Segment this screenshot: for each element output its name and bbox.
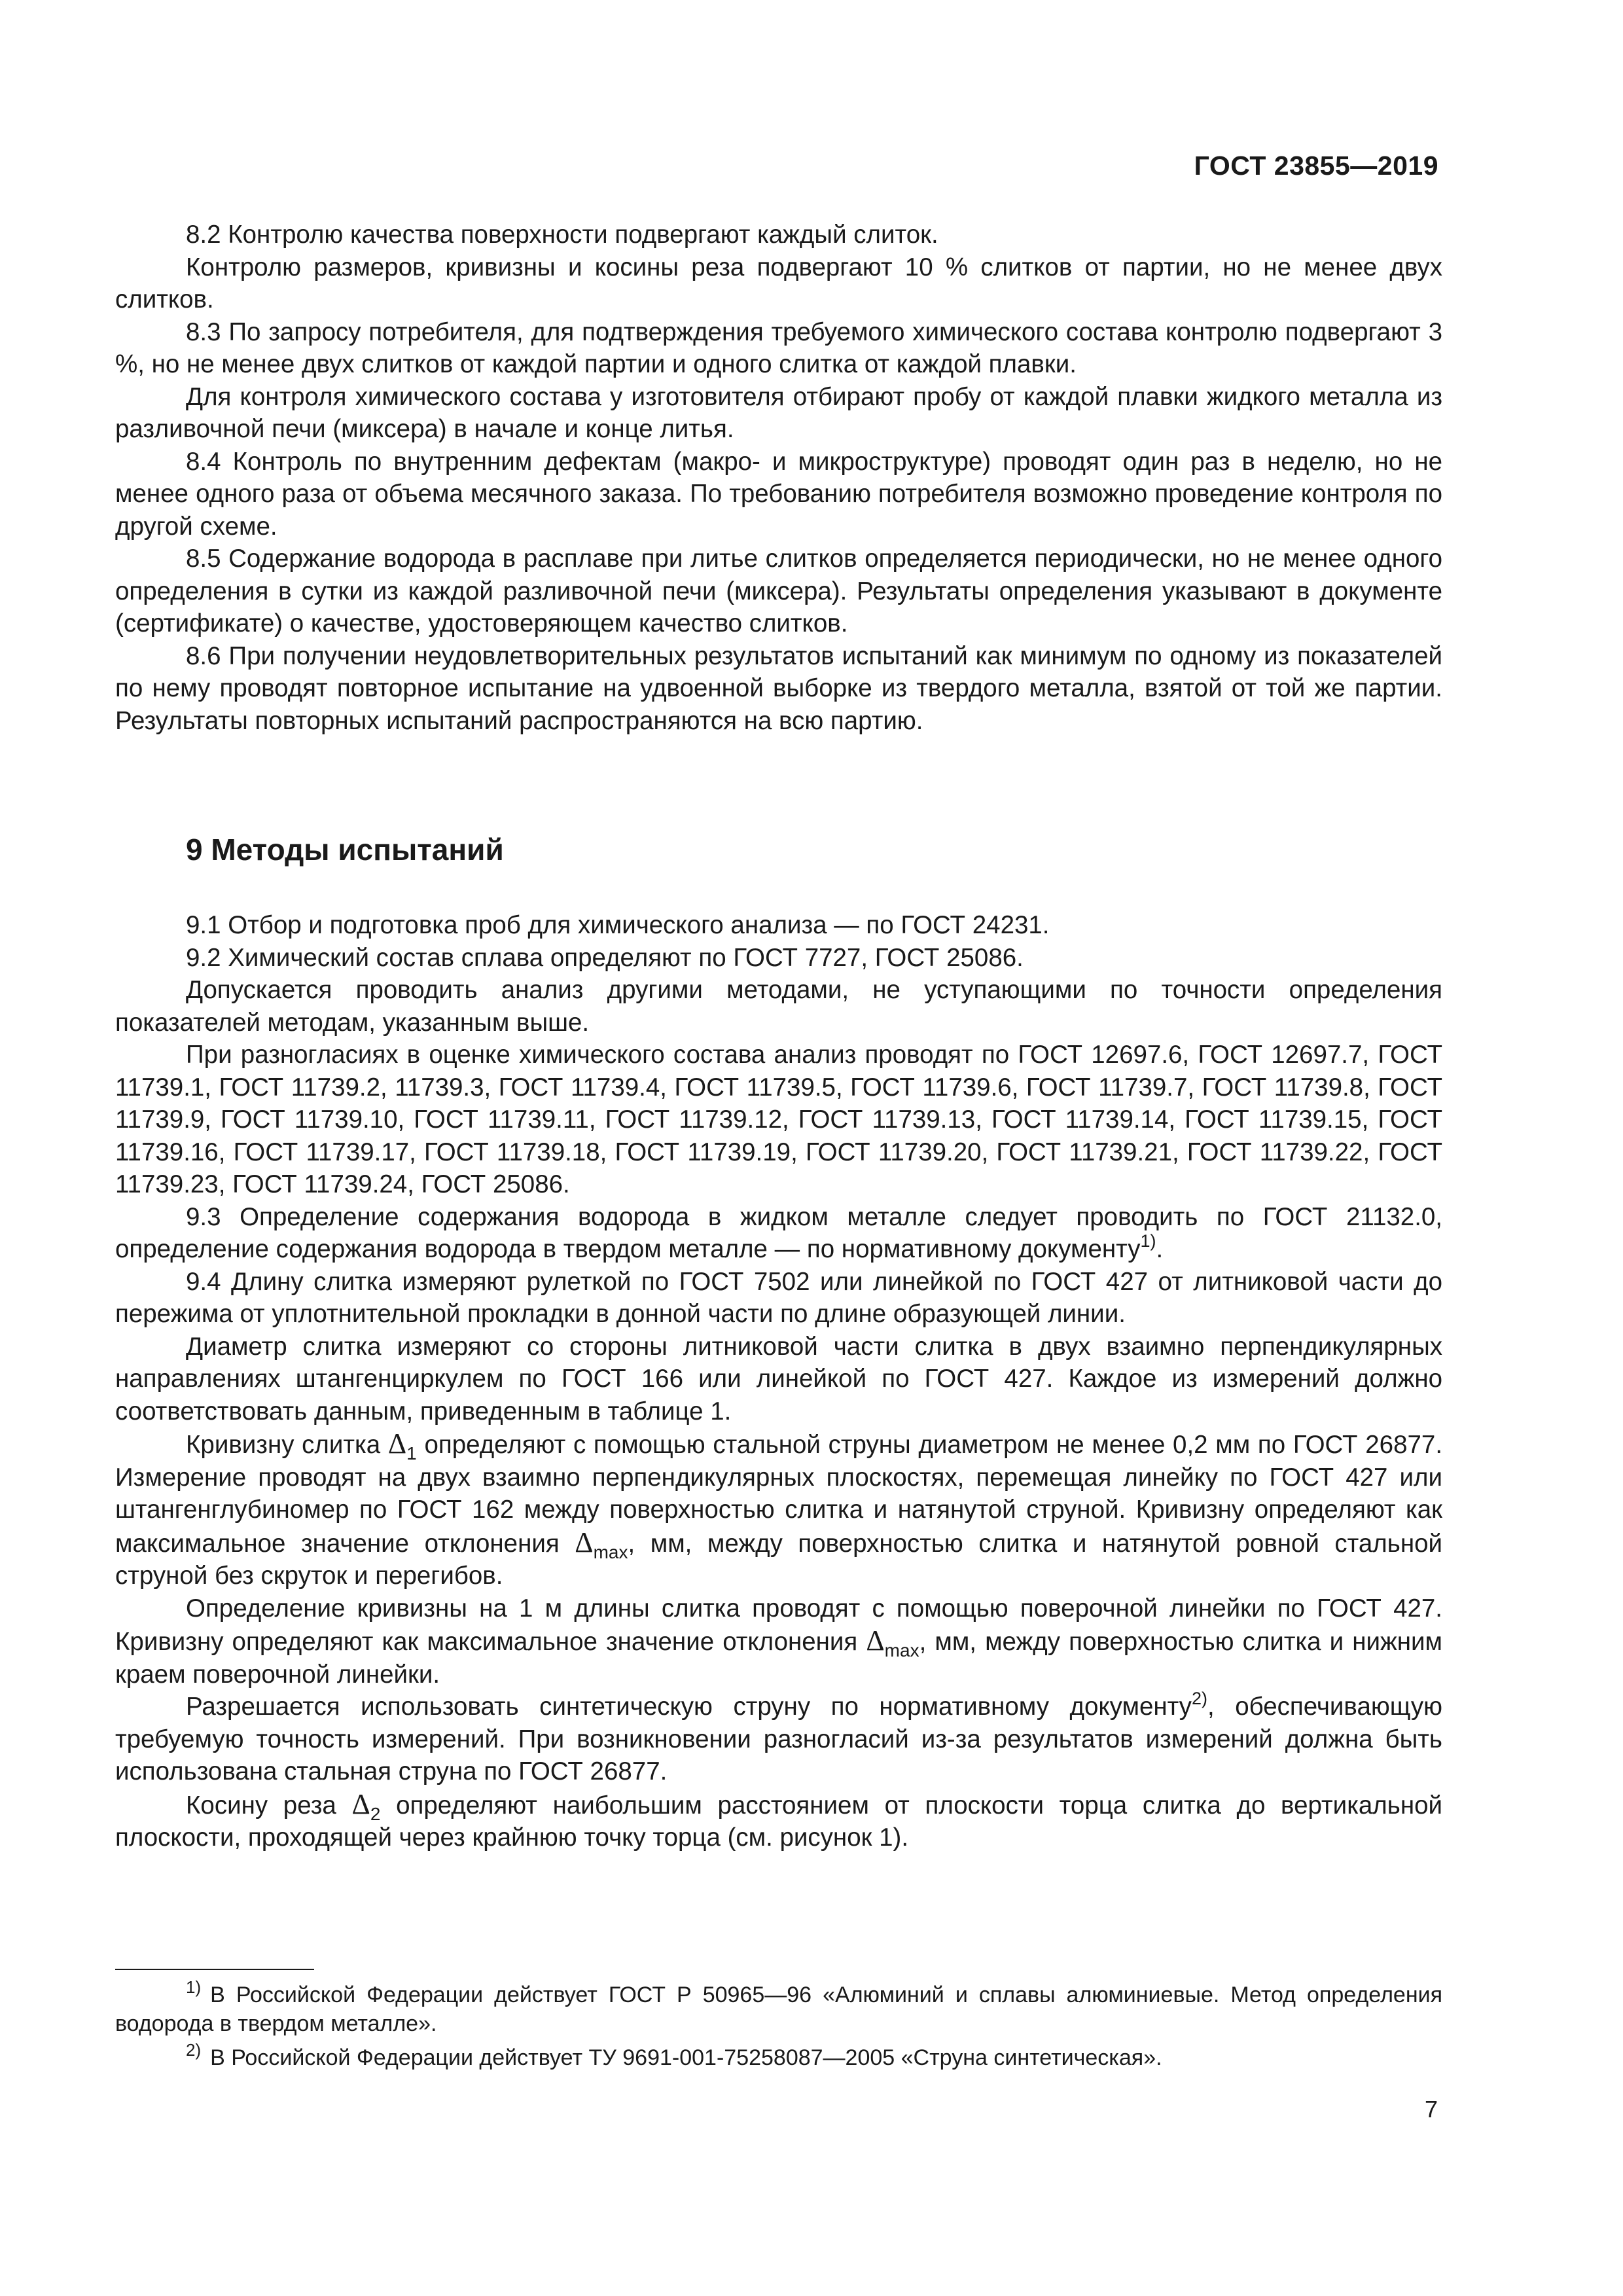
per-meter-text-start: Определение кривизны на 1 м длины слитка проводят с помощью поверочной линейки по ГОСТ 427. Кривизну определяют как максимальное значение отклонения [115,1594,1442,1656]
curvature-text-end: , мм, между поверхностью слитка и натянутой ровной стальной струной без скруток и перегибов. [115,1529,1443,1590]
page-number: 7 [1424,2096,1438,2123]
paragraph-9-2-alternative: Допускается проводить анализ другими методами, не уступающими по точности определения показателей методам, указанным выше. [115,976,1442,1037]
paragraph-8-3-sampling: Для контроля химического состава у изготовителя отбирают пробу от каждой плавки жидкого металла из разливочной печи (миксера) в начале и конце литья. [115,382,1442,443]
cut-skew-text-start: Косину реза [186,1791,336,1820]
section-8-body [115,219,1442,737]
footnote-2 [115,2040,1442,2072]
paragraph-9-4-diameter: Диаметр слитка измеряют со стороны литниковой части слитка в двух взаимно перпендикулярных направлениях штангенциркулем по ГОСТ 166 или линейкой по ГОСТ 427. Каждое из измерений должно соответствовать данным, приведенным в таблице 1. [115,1332,1442,1426]
paragraph-9-2: 9.2 Химический состав сплава определяют по ГОСТ 7727, ГОСТ 25086. [186,943,1024,972]
paragraph-8-5: 8.5 Содержание водорода в расплаве при литье слитков определяется периодически, но не менее одного определения в сутки из каждой разливочной печи (миксера). Результаты определения указывают в документе (сертификате) о качестве, удостоверяющем качество слитков. [115,545,1442,637]
per-meter-text-end: , мм, между поверхностью слитка и нижним краем поверочной линейки. [115,1628,1442,1689]
footnote-2-mark: 2) [186,2040,202,2060]
paragraph-9-1: 9.1 Отбор и подготовка проб для химического анализа — по ГОСТ 24231. [186,911,1050,939]
paragraph-9-3 [115,1201,1442,1266]
footnote-1 [115,1977,1442,2038]
synthetic-text-start: Разрешается использовать синтетическую струну по нормативному документу [186,1693,1192,1721]
paragraph-9-3-text: 9.3 Определение содержания водорода в жидком металле следует проводить по ГОСТ 21132.0, определение содержания водорода в твердом металле — по нормативному документу [115,1202,1442,1263]
paragraph-9-4-per-meter [115,1592,1442,1691]
footnote-separator [115,1969,314,1970]
cut-skew-text-end: определяют наибольшим расстоянием от плоскости торца слитка до вертикальной плоскости, проходящей через крайнюю точку торца (см. рисунок 1). [115,1791,1442,1852]
delta-subscript-1: 1 [406,1443,417,1463]
paragraph-9-4-cut-skew [115,1788,1442,1854]
paragraph-8-2: 8.2 Контролю качества поверхности подвергают каждый слиток. [186,221,938,249]
delta-max-symbol: Δ [575,1526,594,1558]
delta-max-symbol-2: Δ [866,1624,885,1657]
delta-2-symbol: Δ [351,1787,370,1820]
curvature-text-middle: определяют с помощью стальной струны диаметром не менее 0,2 мм по ГОСТ 26877. Измерение проводят на двух взаимно перпендикулярных плоскостях, перемещая линейку по ГОСТ 427 или штангенглубиномер по ГОСТ 162 между поверхностью слитка и натянутой струной. Кривизну определяют как максимальное значение отклонения [115,1431,1443,1558]
footnote-2-text: В Российской Федерации действует ТУ 9691-001-75258087—2005 «Струна синтетическая». [210,2045,1162,2070]
footnote-ref-1: 1) [1140,1231,1156,1251]
paragraph-8-4: 8.4 Контроль по внутренним дефектам (макро- и микроструктуре) проводят один раз в неделю, но не менее одного раза от объема месячного заказа. По требованию потребителя возможно проведение контроля по другой схеме. [115,447,1442,541]
footnotes [115,1977,1442,2072]
paragraph-9-3-end: . [1156,1235,1164,1263]
footnote-1-text: В Российской Федерации действует ГОСТ Р 50965—96 «Алюминий и сплавы алюминиевые. Метод определения водорода в твердом металле». [115,1982,1442,2036]
delta-subscript-2: 2 [370,1803,381,1824]
footnote-1-mark: 1) [186,1977,202,1997]
delta-max-subscript: max [593,1541,628,1562]
paragraph-8-6: 8.6 При получении неудовлетворительных результатов испытаний как минимум по одному из показателей по нему проводят повторное испытание на удвоенной выборке из твердого металла, взятой от той же партии. Результаты повторных испытаний распространяются на всю партию. [115,641,1442,735]
paragraph-9-4: 9.4 Длину слитка измеряют рулеткой по ГОСТ 7502 или линейкой по ГОСТ 427 от литниковой части до пережима от уплотнительной прокладки в донной части по длине образующей линии. [115,1267,1442,1328]
paragraph-8-2-sizes: Контролю размеров, кривизны и косины реза подвергают 10 % слитков от партии, но не менее двух слитков. [115,253,1442,314]
synthetic-text-end: , обеспечивающую требуемую точность измерений. При возникновении разногласий из-за результатов измерений должна быть использована стальная струна по ГОСТ 26877. [115,1693,1442,1785]
document-header-title: ГОСТ 23855—2019 [1194,151,1438,181]
delta-symbol: Δ [387,1427,407,1460]
section-9-body [115,909,1442,1854]
delta-max-subscript-2: max [884,1640,919,1660]
curvature-text-start: Кривизну слитка [186,1431,381,1459]
section-9-heading: 9 Методы испытаний [186,833,504,867]
footnote-ref-2: 2) [1191,1689,1207,1708]
paragraph-9-4-synthetic [115,1691,1442,1788]
paragraph-9-4-curvature [115,1427,1442,1592]
paragraph-9-2-disputes: При разногласиях в оценке химического состава анализ проводят по ГОСТ 12697.6, ГОСТ 12697.7, ГОСТ 11739.1, ГОСТ 11739.2, 11739.3, ГОСТ 11739.4, ГОСТ 11739.5, ГОСТ 11739.6, ГОСТ 11739.7, ГОСТ 11739.8, ГОСТ 11739.9, ГОСТ 11739.10, ГОСТ 11739.11, ГОСТ 11739.12, ГОСТ 11739.13, ГОСТ 11739.14, ГОСТ 11739.15, ГОСТ 11739.16, ГОСТ 11739.17, ГОСТ 11739.18, ГОСТ 11739.19, ГОСТ 11739.20, ГОСТ 11739.21, ГОСТ 11739.22, ГОСТ 11739.23, ГОСТ 11739.24, ГОСТ 25086. [115,1041,1442,1198]
paragraph-8-3: 8.3 По запросу потребителя, для подтверждения требуемого химического состава контролю подвергают 3 %, но не менее двух слитков от каждой партии и одного слитка от каждой плавки. [115,317,1442,378]
